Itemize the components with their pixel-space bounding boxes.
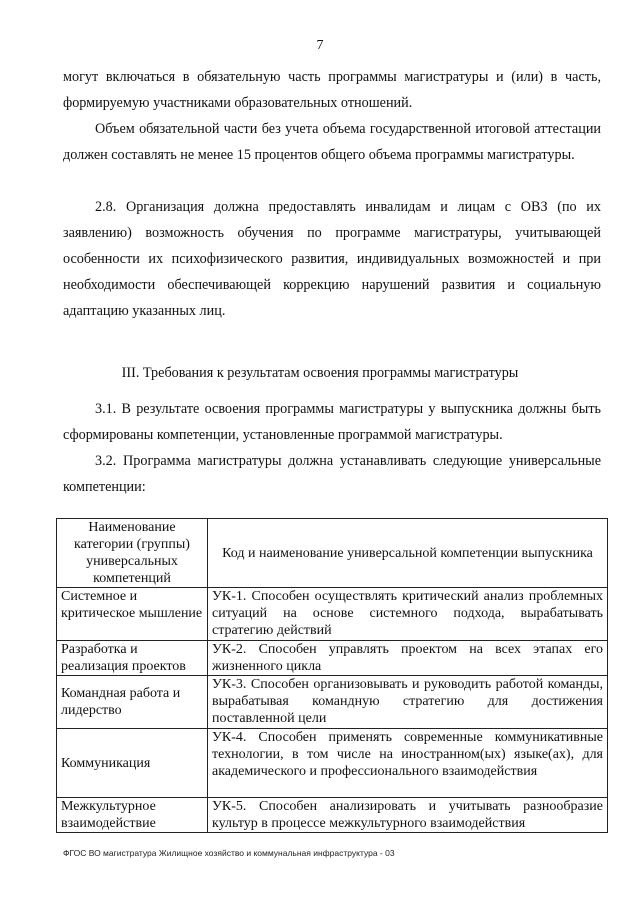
category-cell: Межкультурное взаимодействие bbox=[57, 798, 208, 833]
page-number: 7 bbox=[316, 38, 324, 53]
paragraph-2: Объем обязательной части без учета объема государственной итоговой аттестации должен составлять не менее 15 процентов общего объема программы магистратуры. bbox=[63, 121, 601, 163]
table-row bbox=[57, 729, 608, 798]
paragraph-2-8: 2.8. Организация должна предоставлять инвалидам и лицам с ОВЗ (по их заявлению) возможность обучения по программе магистратуры, учитывающей особенности их психофизического развития, индивидуальных возможностей и при необходимости обеспечивающей коррекцию нарушений развития и социальную адаптацию указанных лиц. bbox=[63, 199, 601, 319]
competence-cell: УК-5. Способен анализировать и учитывать разнообразие культур в процессе межкультурного взаимодействия bbox=[208, 798, 608, 833]
category-cell: Разработка и реализация проектов bbox=[57, 641, 208, 676]
category-cell: Командная работа и лидерство bbox=[57, 676, 208, 729]
paragraph-3-1: 3.1. В результате освоения программы магистратуры у выпускника должны быть сформированы компетенции, установленные программой магистратуры. bbox=[63, 401, 601, 443]
table-row bbox=[57, 641, 608, 676]
table-row bbox=[57, 676, 608, 729]
competences-table bbox=[56, 518, 608, 833]
table-row bbox=[57, 588, 608, 641]
competence-cell: УК-2. Способен управлять проектом на всех этапах его жизненного цикла bbox=[208, 641, 608, 676]
paragraph-1: могут включаться в обязательную часть программы магистратуры и (или) в часть, формируемую участниками образовательных отношений. bbox=[63, 69, 601, 111]
paragraph-3-2: 3.2. Программа магистратуры должна устанавливать следующие универсальные компетенции: bbox=[63, 453, 601, 495]
category-cell: Системное и критическое мышление bbox=[57, 588, 208, 641]
header-competence: Код и наименование универсальной компетенции выпускника bbox=[208, 519, 608, 588]
competence-cell: УК-4. Способен применять современные коммуникативные технологии, в том числе на иностранном(ых) языке(ах), для академического и профессионального взаимодействия bbox=[208, 729, 608, 798]
page-footer: ФГОС ВО магистратура Жилищное хозяйство и коммунальная инфраструктура - 03 bbox=[63, 848, 395, 858]
category-cell: Коммуникация bbox=[57, 729, 208, 798]
header-category: Наименование категории (группы) универсальных компетенций bbox=[57, 519, 208, 588]
table-row bbox=[57, 798, 608, 833]
table-header-row bbox=[57, 519, 608, 588]
section-heading: III. Требования к результатам освоения программы магистратуры bbox=[121, 365, 519, 381]
competence-cell: УК-3. Способен организовывать и руководить работой команды, вырабатывая командную стратегию для достижения поставленной цели bbox=[208, 676, 608, 729]
competence-cell: УК-1. Способен осуществлять критический анализ проблемных ситуаций на основе системного подхода, вырабатывать стратегию действий bbox=[208, 588, 608, 641]
